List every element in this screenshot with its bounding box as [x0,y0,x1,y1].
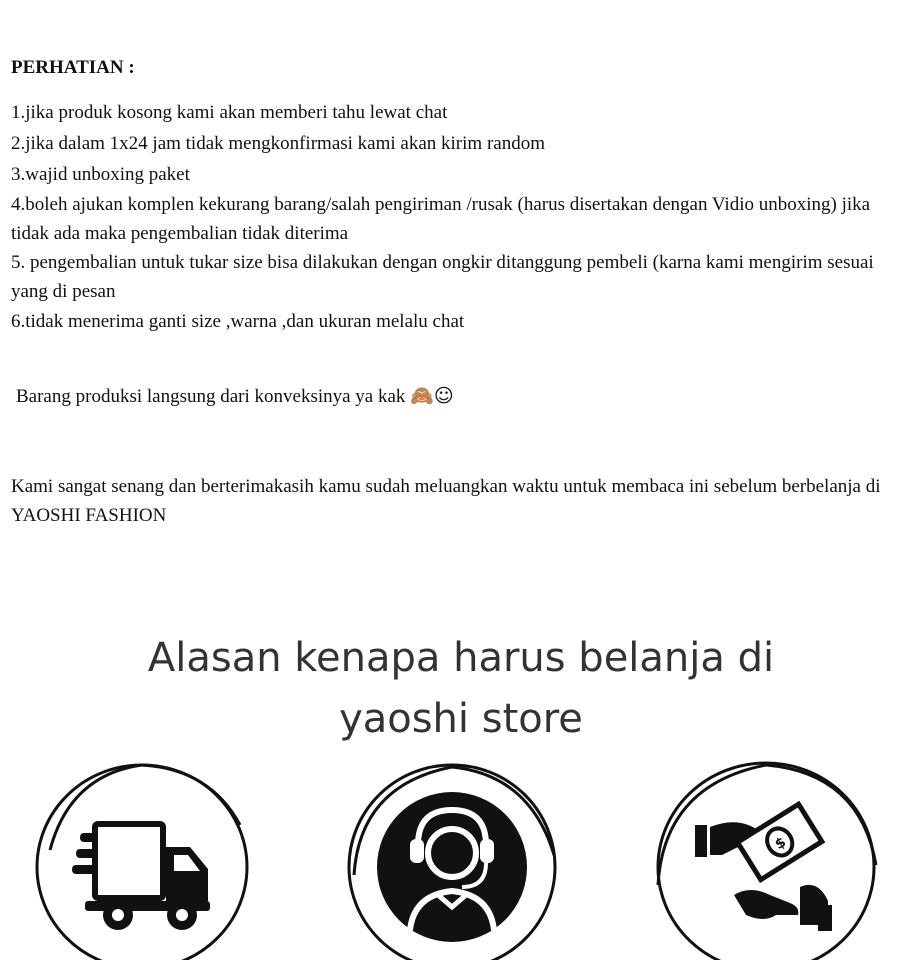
delivery-truck-icon [30,755,255,960]
notice-item-4: 4.boleh ajukan komplen kekurang barang/salah pengiriman /rusak (harus disertakan dengan Vidio unboxing) jika tidak ada maka pengembalian tidak diterima [11,194,871,244]
notice-item-5: 5. pengembalian untuk tukar size bisa dilakukan dengan ongkir ditanggung pembeli (karna kami mengirim sesuai yang di pesan [11,252,874,302]
production-note-text: Barang produksi langsung dari konveksinya ya kak [16,386,406,407]
notice-item-3: 3.wajid unboxing paket [11,164,190,185]
svg-text:$: $ [772,834,790,854]
reasons-heading-line-1: Alasan kenapa harus belanja di [147,635,775,681]
closing-message: Kami sangat senang dan berterimakasih kamu sudah meluangkan waktu untuk membaca ini sebelum berbelanja di YAOSHI FASHION [11,476,881,526]
payment-money-icon [650,755,882,960]
notice-section [11,55,911,337]
notice-item-6: 6.tidak menerima ganti size ,warna ,dan ukuran melalu chat [11,311,465,332]
notice-item-1: 1.jika produk kosong kami akan memberi tahu lewat chat [11,102,448,123]
notice-title: PERHATIAN : [11,57,135,78]
reasons-heading [0,628,922,750]
reasons-heading-line-2: yaoshi store [339,696,583,742]
notice-item-2: 2.jika dalam 1x24 jam tidak mengkonfirmasi kami akan kirim random [11,133,545,154]
note-emoji: 🙈☺ [410,385,454,407]
customer-service-icon [340,755,565,960]
notice-list [11,97,911,337]
production-note [16,384,454,408]
